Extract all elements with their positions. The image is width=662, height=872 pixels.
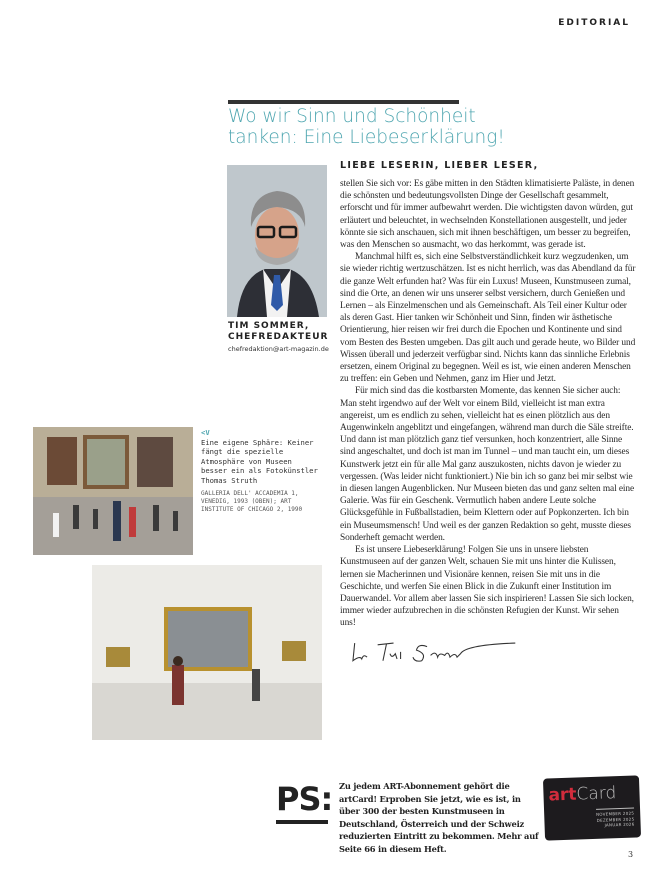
article-body [340,178,636,666]
caption-credit: GALLERIA DELL' ACCADEMIA 1, VENEDIG, 1993 (OBEN); ART INSTITUTE OF CHICAGO 2, 1990 [201,489,303,513]
artcard-date: DEZEMBER 2025 [596,816,635,823]
paragraph: Für mich sind das die kostbarsten Momente, das kennen Sie sicher auch: Man steht irgendwo auf der Welt vor einem Bild, vielleicht ist man extra angereist, um es endlich zu sehen, vielleicht hat es einen plötzlich aus den Augenwinkeln angeblitzt und eingefangen, während man durch die Säle streifte. Und dann ist man plötzlich ganz tief versunken, hoch konzentriert, alle Sinne sind angeschaltet, und doch ist man im Tunnel – und man taucht ein, um dieses Kunstwerk jetzt ein für alle Mal ganz auszukosten, nichts davon je wieder zu vergessen. (Was leider nicht funktioniert.) Nie bin ich so ganz bei mir selbst wie in diesen langen Augenblicken. Nur Museen bieten das und ganz selten mal eine Galerie. Was für ein Geschenk. Vermutlich haben andere Leute solche Glücksgefühle in Fußballstadien, beim Klettern oder auf Popkonzerten. Ich bin ein Museumsmensch! Und weil es der ganzen Redaktion so geht, musste dieses Sonderheft gemacht werden. [340,386,635,543]
author-email[interactable]: chefredaktion@art-magazin.de [228,345,329,353]
author-name-text: TIM SOMMER, [228,321,310,331]
artcard-logo-card: Card [576,783,617,805]
paragraph: stellen Sie sich vor: Es gäbe mitten in den Städten klimatisierte Paläste, in denen die schönsten und bedeutungsvollsten Dinge der Gesellschaft gesammelt, erforscht und für immer aufbewahrt werden. Die wichtigsten davon würden, gut erläutert und beleuchtet, in wechselnden Konstellationen ausgestellt, und jeder könnte sie sich anschauen, sich mit ihnen beschäftigen, um besser zu begreifen, was den Menschen so ausmacht, wo das herkommt, was gerade ist. [340,179,635,251]
salutation: LIEBE LESERIN, LIEBER LESER, [340,160,539,171]
artcard-logo-art: art [548,784,577,806]
paragraph: Es ist unsere Liebeserklärung! Folgen Sie uns in unsere liebsten Kunstmuseen auf der ganzen Welt, schauen Sie mit uns hinter die Kulissen, lernen sie Macherinnen und Visionäre kennen, reisen Sie mit uns in die Geschichte, und werfen Sie einen Blick in die Zukunft einer Institution im Dauerwandel. Vor allem aber lassen Sie sich inspirieren! Lassen Sie sich locken, immer wieder aufzubrechen in die schönsten Refugien der Kunst. Wir sehen uns! [340,545,634,629]
ps-label: PS: [276,780,333,818]
author-portrait [227,165,327,317]
section-label: EDITORIAL [558,18,630,28]
page-title: Wo wir Sinn und Schönheit tanken: Eine Liebeserklärung! [228,106,505,148]
signature [340,636,530,666]
caption-text: Eine eigene Sphäre: Keiner fängt die spezielle Atmosphäre von Museen besser ein als Fotokünstler Thomas Struth [201,437,318,485]
caption-marker: <V [201,428,210,437]
artcard-logo [548,784,616,804]
page-number: 3 [628,850,634,859]
artcard-date: JANUAR 2026 [604,821,635,828]
museum-photo-chicago [92,565,322,740]
artcard-image [543,775,641,840]
photo-caption [201,428,321,514]
headline-rule [228,100,459,104]
artcard-date: NOVEMBER 2025 [595,810,635,817]
author-name [228,321,328,343]
artcard-dates [596,808,635,829]
ps-text: Zu jedem ART-Abonnement gehört die artCard! Erproben Sie jetzt, wie es ist, in über 300 der besten Kunstmuseen in Deutschland, Österreich und der Schweiz reduzierten Eintritt zu bekommen. Mehr auf Seite 66 in diesem Heft. [339,781,539,854]
paragraph: Manchmal hilft es, sich eine Selbstverständlichkeit kurz wegzudenken, um sie wieder richtig wertzuschätzen. Ist es nicht herrlich, was das Abendland da für die ganze Welt erfunden hat? Was für ein Luxus! Museen, Kunstmuseen zumal, sind die Orte, an denen wir uns unserer selbst versichern, durch Genießen und Lernen – als Einzelmenschen und als Gemeinschaft. Als Teil einer Kultur oder als deren Gast. Hier tanken wir Schönheit und Sinn, finden wir ästhetische Orientierung, hier reisen wir frei durch die Epochen und Kontinente und sind vom Besten des Besten umgeben. Das gilt auch und gerade heute, wo Bilder und Wissen überall und jederzeit verfügbar sind. Nichts kann das sinnliche Erlebnis ersetzen, einem Original zu begegnen. Weil es ist, wie einen anderen Menschen zu treffen: ein Geben und Nehmen, ganz im Hier und Jetzt. [340,252,636,385]
author-role: CHEFREDAKTEUR [228,332,329,342]
ps-underline [276,820,328,824]
museum-photo-venice [33,427,193,555]
